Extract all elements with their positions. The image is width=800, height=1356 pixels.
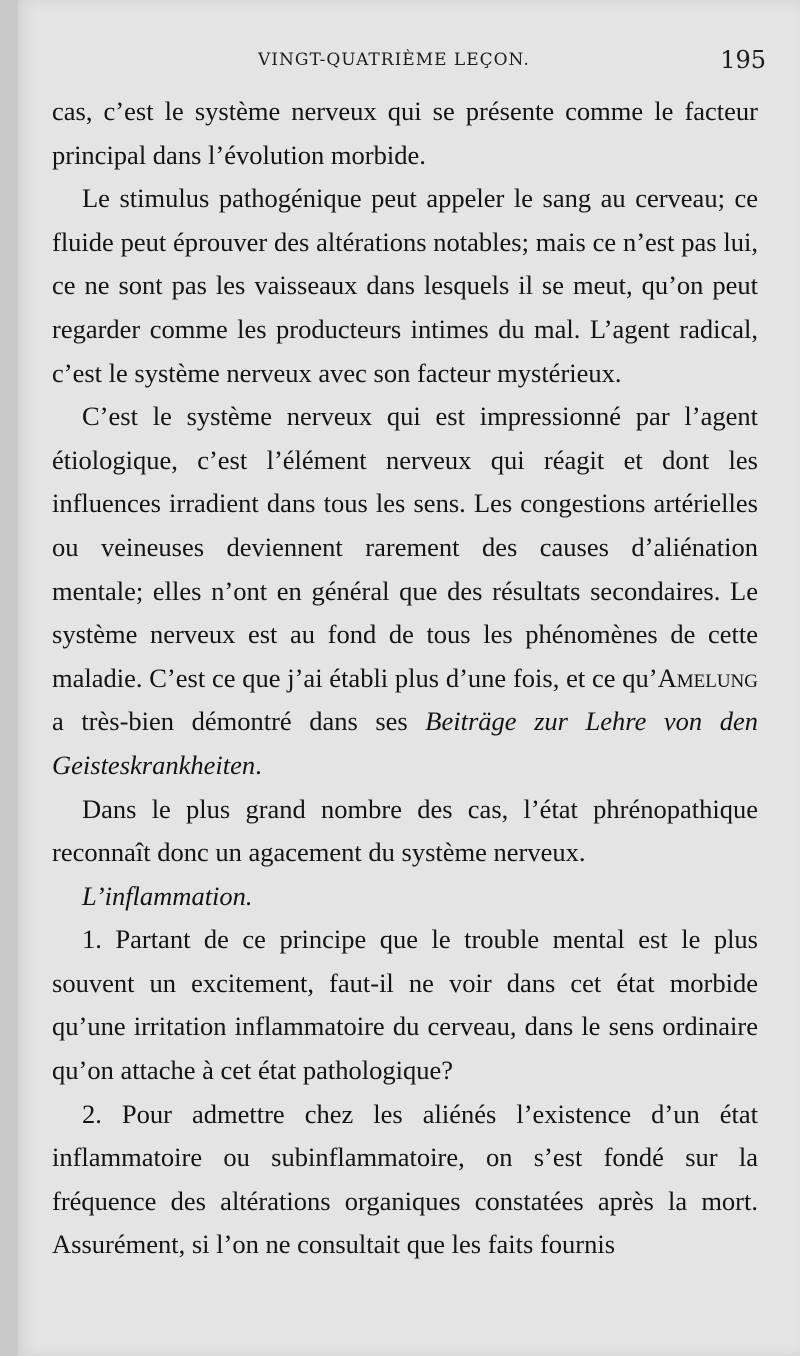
numbered-paragraph-2: 2. Pour admettre chez les aliénés l’existence d’un état inflammatoire ou subinflammatoire, on s’est fondé sur la fréquence des altérations organiques constatées après la mort. Assurément, si l’on ne consultait que les faits fournis bbox=[52, 1098, 758, 1260]
book-page bbox=[18, 0, 800, 1356]
paragraph-systeme-nerveux bbox=[52, 395, 758, 787]
paragraph-conclusion: Dans le plus grand nombre des cas, l’état phrénopathique reconnaît donc un agacement du système nerveux. bbox=[52, 793, 758, 868]
work-title: Beiträge zur Lehre von den Geisteskrankheiten bbox=[52, 706, 758, 780]
author-name: Amelung bbox=[657, 662, 758, 693]
paragraph-text: a très-bien démontré dans ses bbox=[52, 706, 426, 737]
page-number: 195 bbox=[720, 46, 766, 74]
paragraph-text: C’est le système nerveux qui est impressionné par l’agent étiologique, c’est l’élément nerveux qui réagit et dont les influences irradient dans tous les sens. Les congestions artérielles ou veineuses deviennent rarement des causes d’aliénation mentale; elles n’ont en général que des résultats secondaires. Le système nerveux est au fond de tous les phénomènes de cette maladie. C’est ce que j’ai établi plus d’une fois, et ce qu’ bbox=[52, 401, 758, 693]
body-text bbox=[52, 90, 758, 1267]
paragraph-text: . bbox=[255, 749, 262, 780]
page-gutter bbox=[0, 0, 18, 1356]
paragraph-stimulus: Le stimulus pathogénique peut appeler le sang au cerveau; ce fluide peut éprouver des altérations notables; mais ce n’est pas lui, ce ne sont pas les vaisseaux dans lesquels il se meut, qu’on peut regarder comme les producteurs intimes du mal. L’agent radical, c’est le système nerveux avec son facteur mystérieux. bbox=[52, 183, 758, 388]
page-header bbox=[18, 46, 800, 76]
running-head: VINGT-QUATRIÈME LEÇON. bbox=[258, 50, 530, 70]
section-title: L’inflammation. bbox=[82, 880, 253, 911]
numbered-paragraph-1: 1. Partant de ce principe que le trouble mental est le plus souvent un excitement, faut-il ne voir dans cet état morbide qu’une irritation inflammatoire du cerveau, dans le sens ordinaire qu’on attache à cet état pathologique? bbox=[52, 924, 758, 1086]
paragraph-continuation: cas, c’est le système nerveux qui se présente comme le facteur principal dans l’évolution morbide. bbox=[52, 96, 758, 170]
